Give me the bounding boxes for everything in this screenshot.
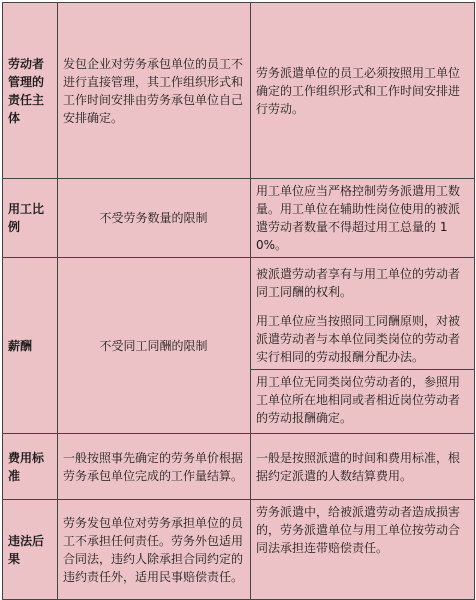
labor-dispatch-cell: 一般是按照派遣的时间和费用标准，根据约定派遣的人数结算费用。: [251, 434, 475, 500]
labor-dispatch-cell: 用工单位应当严格控制劳务派遣用工数量。用工单位在辅助性岗位使用的被派遣劳动者数量不得超过用工总量的 10%。: [251, 179, 475, 258]
row-label: 违法后果: [3, 500, 58, 600]
labor-dispatch-cell: 劳务派遣中，给被派遣劳动者造成损害的，劳务派遣单位与用工单位按劳动合同法承担连带赔偿责任。: [251, 500, 475, 600]
labor-outsourcing-cell: 一般按照事先确定的劳务单价根据劳务承包单位完成的工作量结算。: [58, 434, 251, 500]
table-row: [3, 258, 475, 434]
labor-outsourcing-cell: 发包企业对劳务承包单位的员工不进行直接管理，其工作组织形式和工作时间安排由劳务承包单位自己安排确定。: [58, 3, 251, 179]
table-row: [3, 179, 475, 258]
table-row: [3, 434, 475, 500]
row-label: 用工比例: [3, 179, 58, 258]
labor-outsourcing-cell: 不受劳务数量的限制: [58, 179, 251, 258]
row-label: 劳动者管理的责任主体: [3, 3, 58, 179]
salary-paragraph: 被派遣劳动者享有与用工单位的劳动者同工同酬的权利。: [256, 266, 461, 299]
row-label: 薪酬: [3, 258, 58, 434]
labor-outsourcing-cell: 不受同工同酬的限制: [58, 258, 251, 434]
labor-outsourcing-cell: 劳务发包单位对劳务承担单位的员工不承担任何责任。劳务外包适用合同法，违约人除承担合同约定的违约责任外，适用民事赔偿责任。: [58, 500, 251, 600]
comparison-table: [2, 2, 475, 600]
table-row: [3, 500, 475, 600]
row-label: 费用标准: [3, 434, 58, 500]
salary-part-2: [251, 369, 474, 430]
salary-paragraph: 用工单位无同类岗位劳动者的，参照用工单位所在地相同或者相近岗位劳动者的劳动报酬确定。: [256, 374, 461, 425]
labor-dispatch-cell: [251, 258, 475, 434]
salary-part-1: [251, 262, 474, 369]
salary-paragraph: 用工单位应当按照同工同酬原则，对被派遣劳动者与本单位同类岗位的劳动者实行相同的劳动报酬分配办法。: [256, 313, 461, 364]
table-row: [3, 3, 475, 179]
labor-dispatch-cell: 劳务派遣单位的员工必须按照用工单位确定的工作组织形式和工作时间安排进行劳动。: [251, 3, 475, 179]
